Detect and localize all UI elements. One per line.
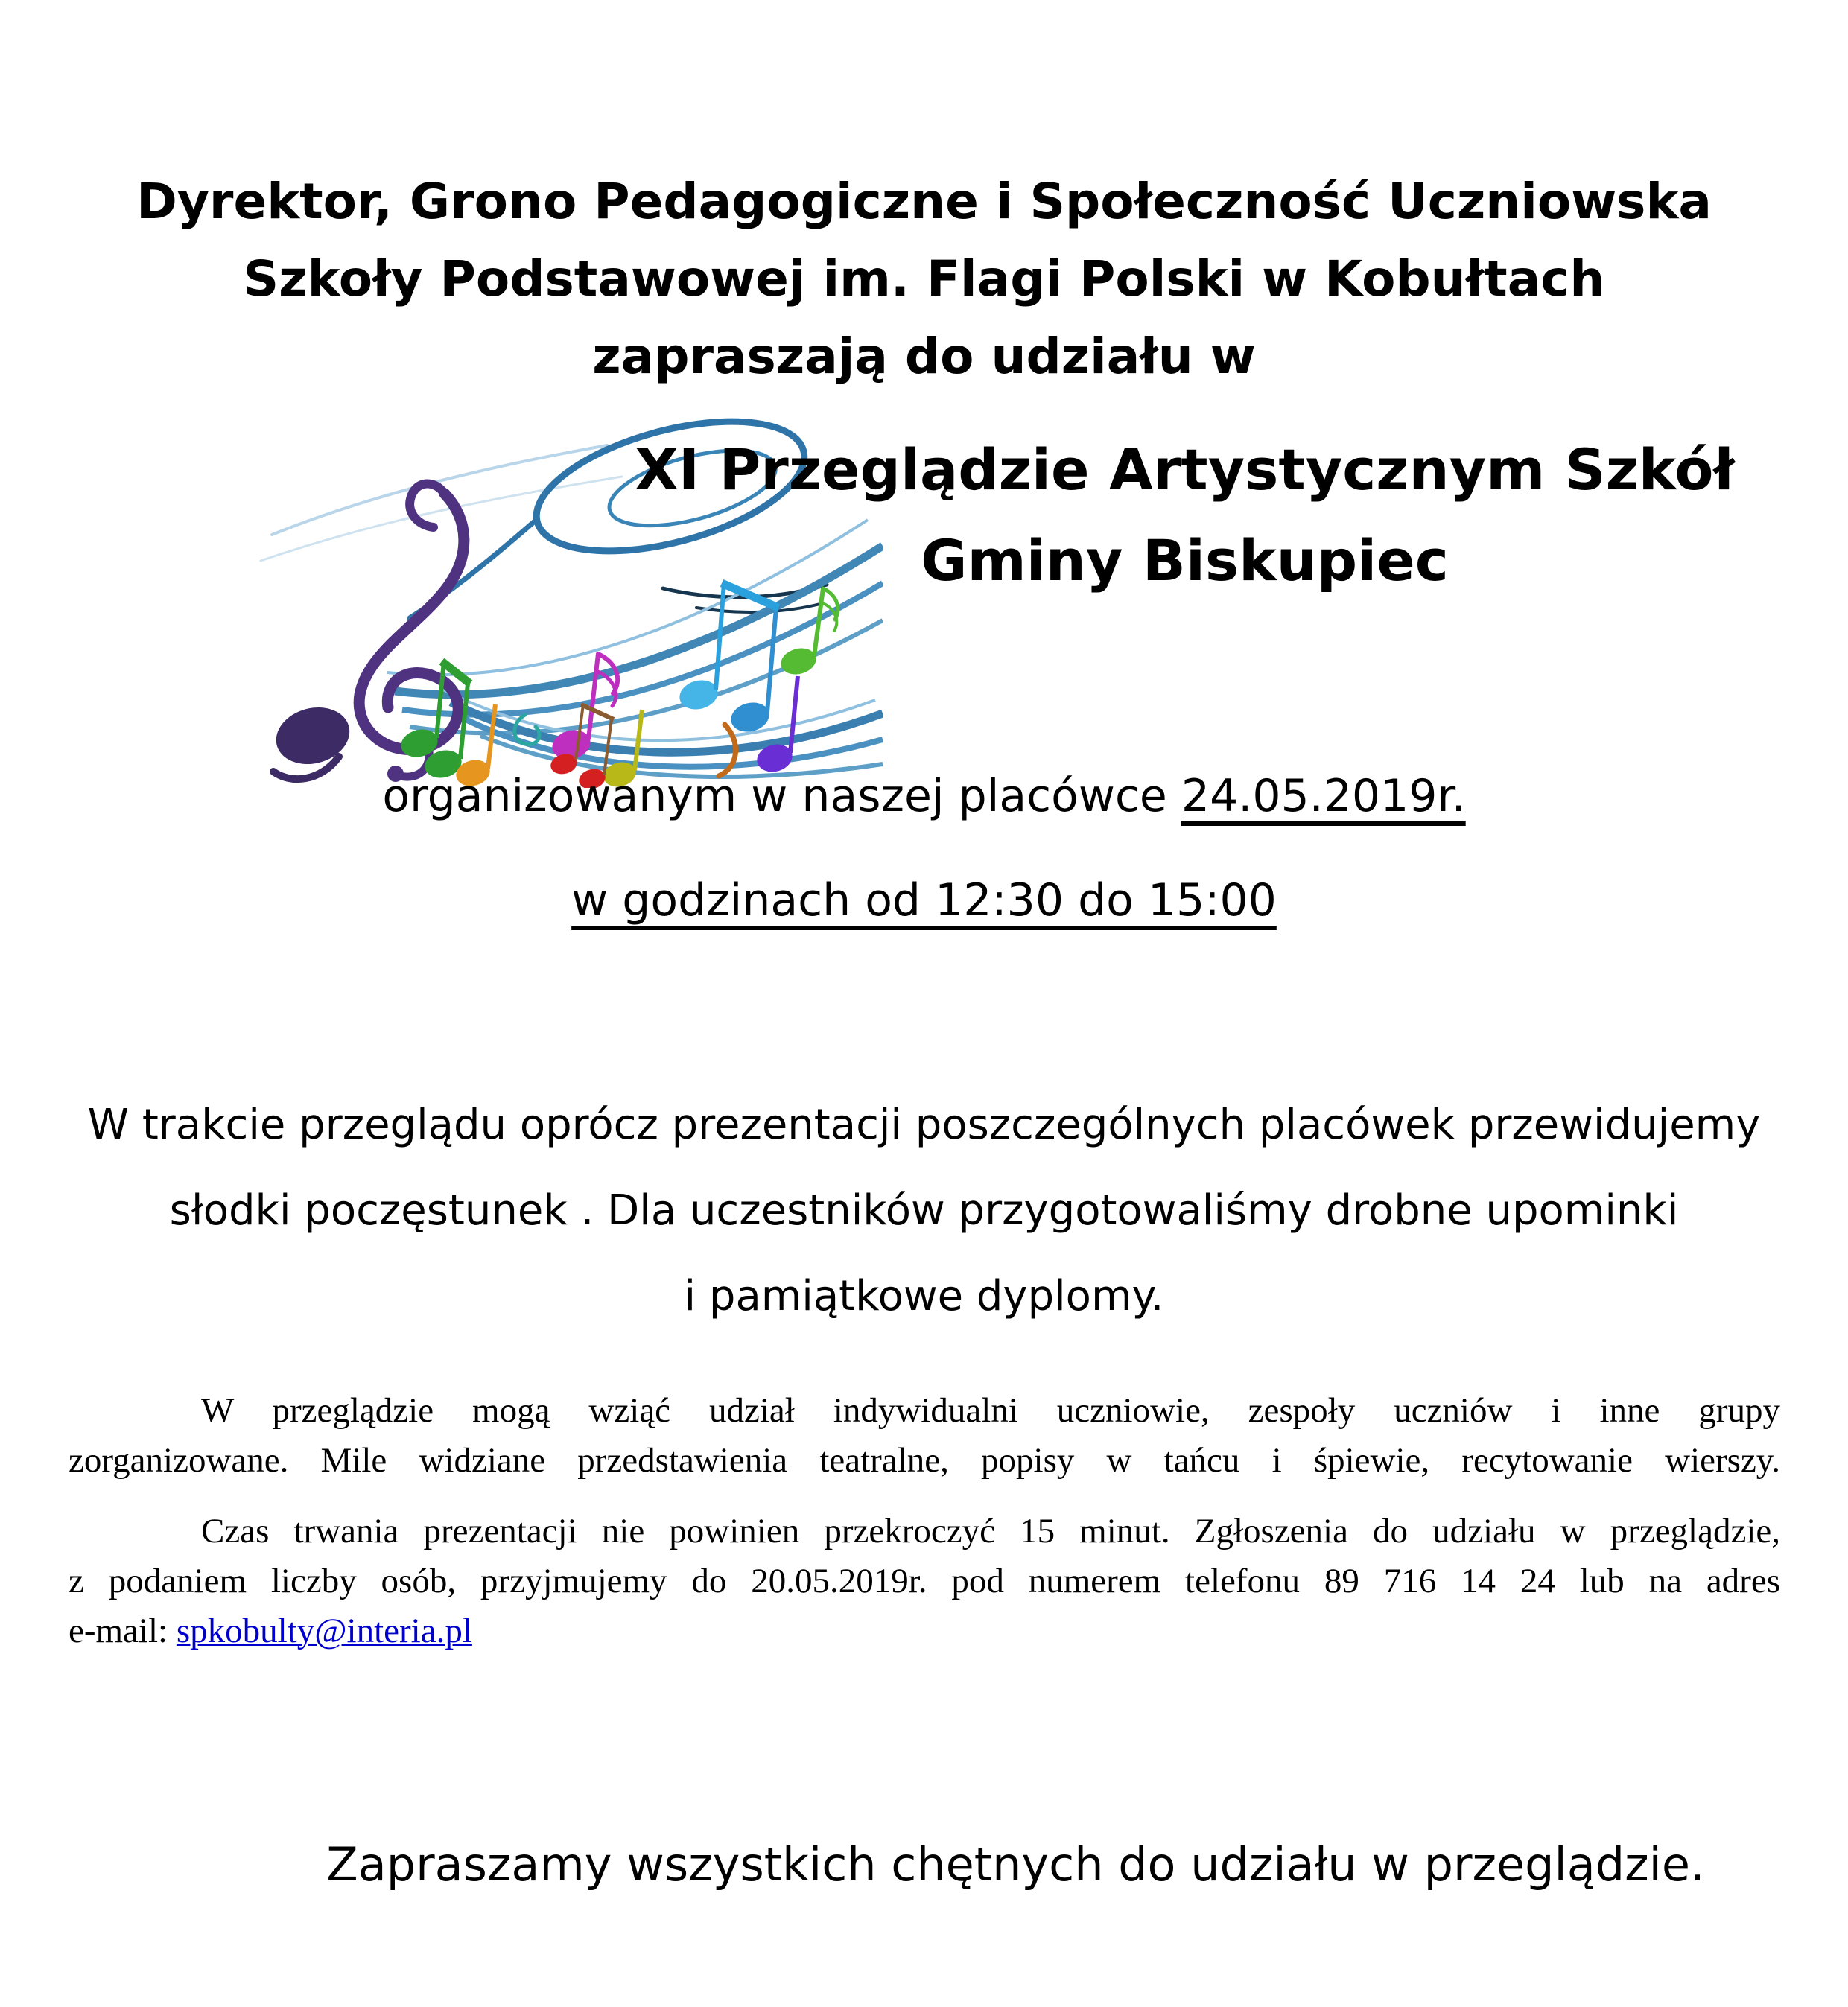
closing-line: Zapraszamy wszystkich chętnych do udziału w przeglądzie.: [326, 1837, 1705, 1892]
submission-line-3: [69, 1606, 1780, 1656]
event-title-line-1: XI Przeglądzie Artystycznym Szkół: [635, 436, 1735, 503]
venue-date: 24.05.2019r.: [1181, 770, 1466, 822]
email-link[interactable]: spkobulty@interia.pl: [176, 1612, 472, 1650]
highlights-line-2: słodki poczęstunek . Dla uczestników przygotowaliśmy drobne upominki: [169, 1186, 1679, 1235]
event-title-block: [521, 424, 1848, 606]
event-title-line-2: Gminy Biskupiec: [921, 527, 1449, 594]
schedule-hours-line: [0, 870, 1848, 931]
email-label: e-mail:: [69, 1612, 177, 1650]
submission-paragraph: [69, 1507, 1780, 1656]
participation-paragraph: [69, 1386, 1780, 1486]
highlights-line-3: i pamiątkowe dyplomy.: [684, 1272, 1164, 1320]
highlights-block: [0, 1082, 1848, 1339]
participation-line-1: W przeglądzie mogą wziąć udział indywidualni uczniowie, zespoły uczniów i inne grupy: [201, 1391, 1780, 1430]
schedule-venue-line: [0, 766, 1848, 827]
venue-text: organizowanym w naszej placówce: [382, 770, 1181, 822]
header-line-1: Dyrektor, Grono Pedagogiczne i Społeczność Uczniowska: [136, 173, 1712, 230]
submission-line-1: Czas trwania prezentacji nie powinien przekroczyć 15 minut. Zgłoszenia do udziału w przeglądzie,: [201, 1512, 1780, 1550]
header-line-3: zapraszają do udziału w: [592, 328, 1256, 385]
submission-line-2: z podaniem liczby osób, przyjmujemy do 20.05.2019r. pod numerem telefonu 89 716 14 24 lub na adres: [69, 1562, 1780, 1600]
participation-line-2: zorganizowane. Mile widziane przedstawienia teatralne, popisy w tańcu i śpiewie, recytowanie wierszy.: [69, 1441, 1780, 1480]
hours-text: w godzinach od 12:30 do 15:00: [571, 874, 1277, 926]
header-block: [0, 163, 1848, 395]
header-line-2: Szkoły Podstawowej im. Flagi Polski w Kobułtach: [243, 250, 1605, 308]
highlights-line-1: W trakcie przeglądu oprócz prezentacji poszczególnych placówek przewidujemy: [87, 1101, 1761, 1149]
